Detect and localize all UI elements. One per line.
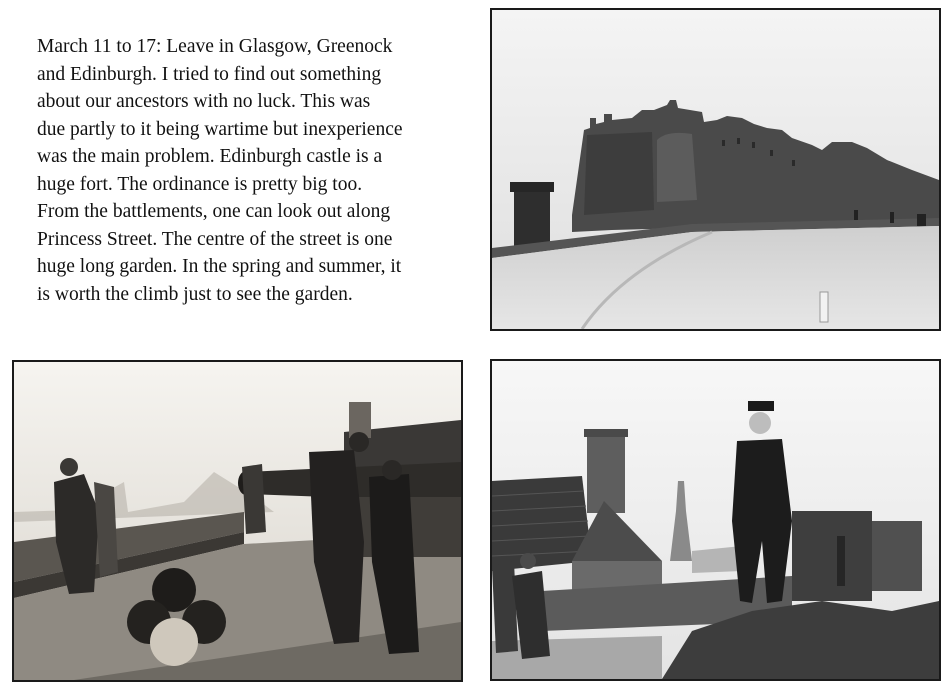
caption-line: was the main problem. Edinburgh castle is a: [37, 146, 383, 167]
caption-line: is worth the climb just to see the garden.: [37, 283, 353, 305]
rooftop-scene: [492, 361, 939, 679]
caption-line: Princess Street. The centre of the street is one: [37, 228, 393, 250]
stone-ball: [150, 618, 198, 666]
caption-line: March 11 to 17: Leave in Glasgow, Greenock: [37, 36, 393, 57]
half-moon-battery: [657, 133, 697, 202]
edinburgh-castle-photo: [490, 8, 941, 331]
caption-line: and Edinburgh. I tried to find out something: [37, 63, 382, 85]
caption-line: huge long garden. In the spring and summer, it: [37, 256, 402, 277]
caption-line: about our ancestors with no luck. This was: [37, 91, 371, 112]
castle-scene: [492, 10, 939, 329]
sailor-cap: [748, 401, 774, 411]
cannon-scene: [14, 362, 461, 680]
sailor-rooftop-photo: [490, 359, 941, 681]
journal-caption: [37, 33, 487, 308]
chimney-stack: [587, 433, 625, 513]
cannon-battlements-photo: [12, 360, 463, 682]
sentry-turret: [514, 188, 550, 248]
caption-line: due partly to it being wartime but inexperience: [37, 118, 403, 140]
caption-line: From the battlements, one can look out along: [37, 201, 391, 222]
caption-line: huge fort. The ordinance is pretty big too.: [37, 173, 363, 195]
